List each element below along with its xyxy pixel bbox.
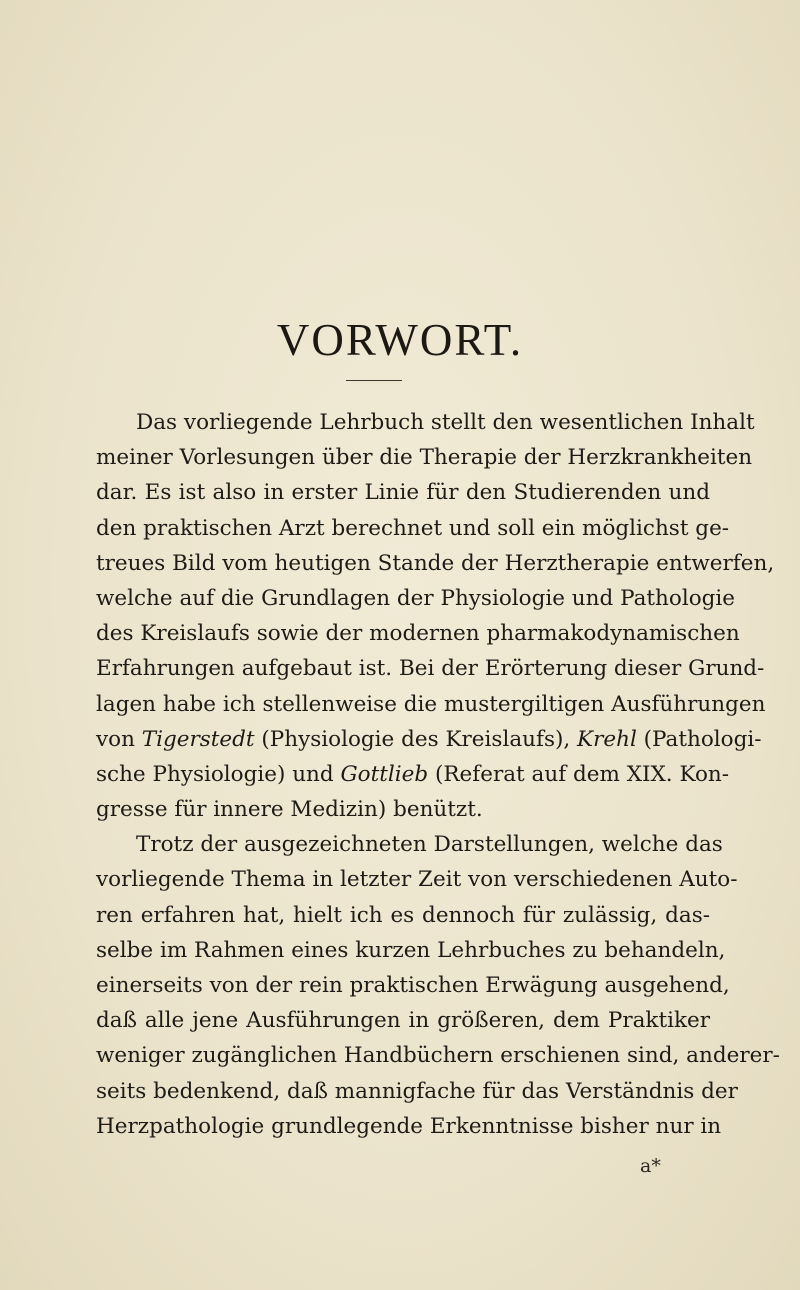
text-line — [96, 722, 762, 757]
text-line: seits bedenkend, daß mannigfache für das Verständnis der — [96, 1078, 738, 1104]
text-fragment: (Pathologi- — [636, 726, 762, 752]
text-fragment: (Physiologie des Kreislaufs), — [254, 726, 578, 752]
text-line: Herzpathologie grundlegende Erkenntnisse bisher nur in — [96, 1113, 722, 1139]
text-line: Trotz der ausgezeichneten Darstellungen, welche das — [136, 832, 723, 858]
body-text — [96, 405, 780, 1144]
author-name: Krehl — [577, 726, 637, 752]
title-divider — [346, 380, 402, 381]
signature-mark: a* — [640, 1155, 661, 1177]
text-line: Das vorliegende Lehrbuch stellt den wesentlichen Inhalt — [136, 410, 755, 435]
text-fragment: sche Physiologie) und — [96, 761, 341, 787]
text-line: meiner Vorlesungen über die Therapie der Herzkrankheiten — [96, 445, 753, 471]
text-line: weniger zugänglichen Handbüchern erschienen sind, anderer- — [96, 1043, 780, 1069]
text-line: einerseits von der rein praktischen Erwägung ausgehend, — [96, 973, 730, 998]
text-line — [96, 757, 730, 792]
text-line: lagen habe ich stellenweise die mustergiltigen Ausführungen — [96, 691, 766, 717]
text-line: daß alle jene Ausführungen in größeren, dem Praktiker — [96, 1008, 710, 1034]
text-line: dar. Es ist also in erster Linie für den Studierenden und — [96, 480, 710, 506]
text-line: ren erfahren hat, hielt ich es dennoch für zulässig, das- — [96, 902, 710, 928]
text-line: treues Bild vom heutigen Stande der Herztherapie entwerfen, — [96, 550, 775, 576]
page-title: VORWORT. — [276, 315, 524, 365]
author-name: Gottlieb — [340, 761, 429, 787]
text-line: Erfahrungen aufgebaut ist. Bei der Erörterung dieser Grund- — [96, 656, 765, 682]
text-fragment: (Referat auf dem XIX. Kon- — [428, 761, 730, 787]
text-fragment: von — [96, 726, 142, 752]
text-line: des Kreislaufs sowie der modernen pharmakodynamischen — [96, 621, 740, 647]
author-name: Tigerstedt — [141, 726, 255, 752]
text-line: den praktischen Arzt berechnet und soll ein möglichst ge- — [96, 515, 730, 541]
text-line: vorliegende Thema in letzter Zeit von verschiedenen Auto- — [96, 867, 738, 893]
text-line: welche auf die Grundlagen der Physiologie und Pathologie — [96, 585, 736, 611]
text-line: gresse für innere Medizin) benützt. — [96, 797, 483, 823]
text-line: selbe im Rahmen eines kurzen Lehrbuches zu behandeln, — [96, 937, 726, 963]
